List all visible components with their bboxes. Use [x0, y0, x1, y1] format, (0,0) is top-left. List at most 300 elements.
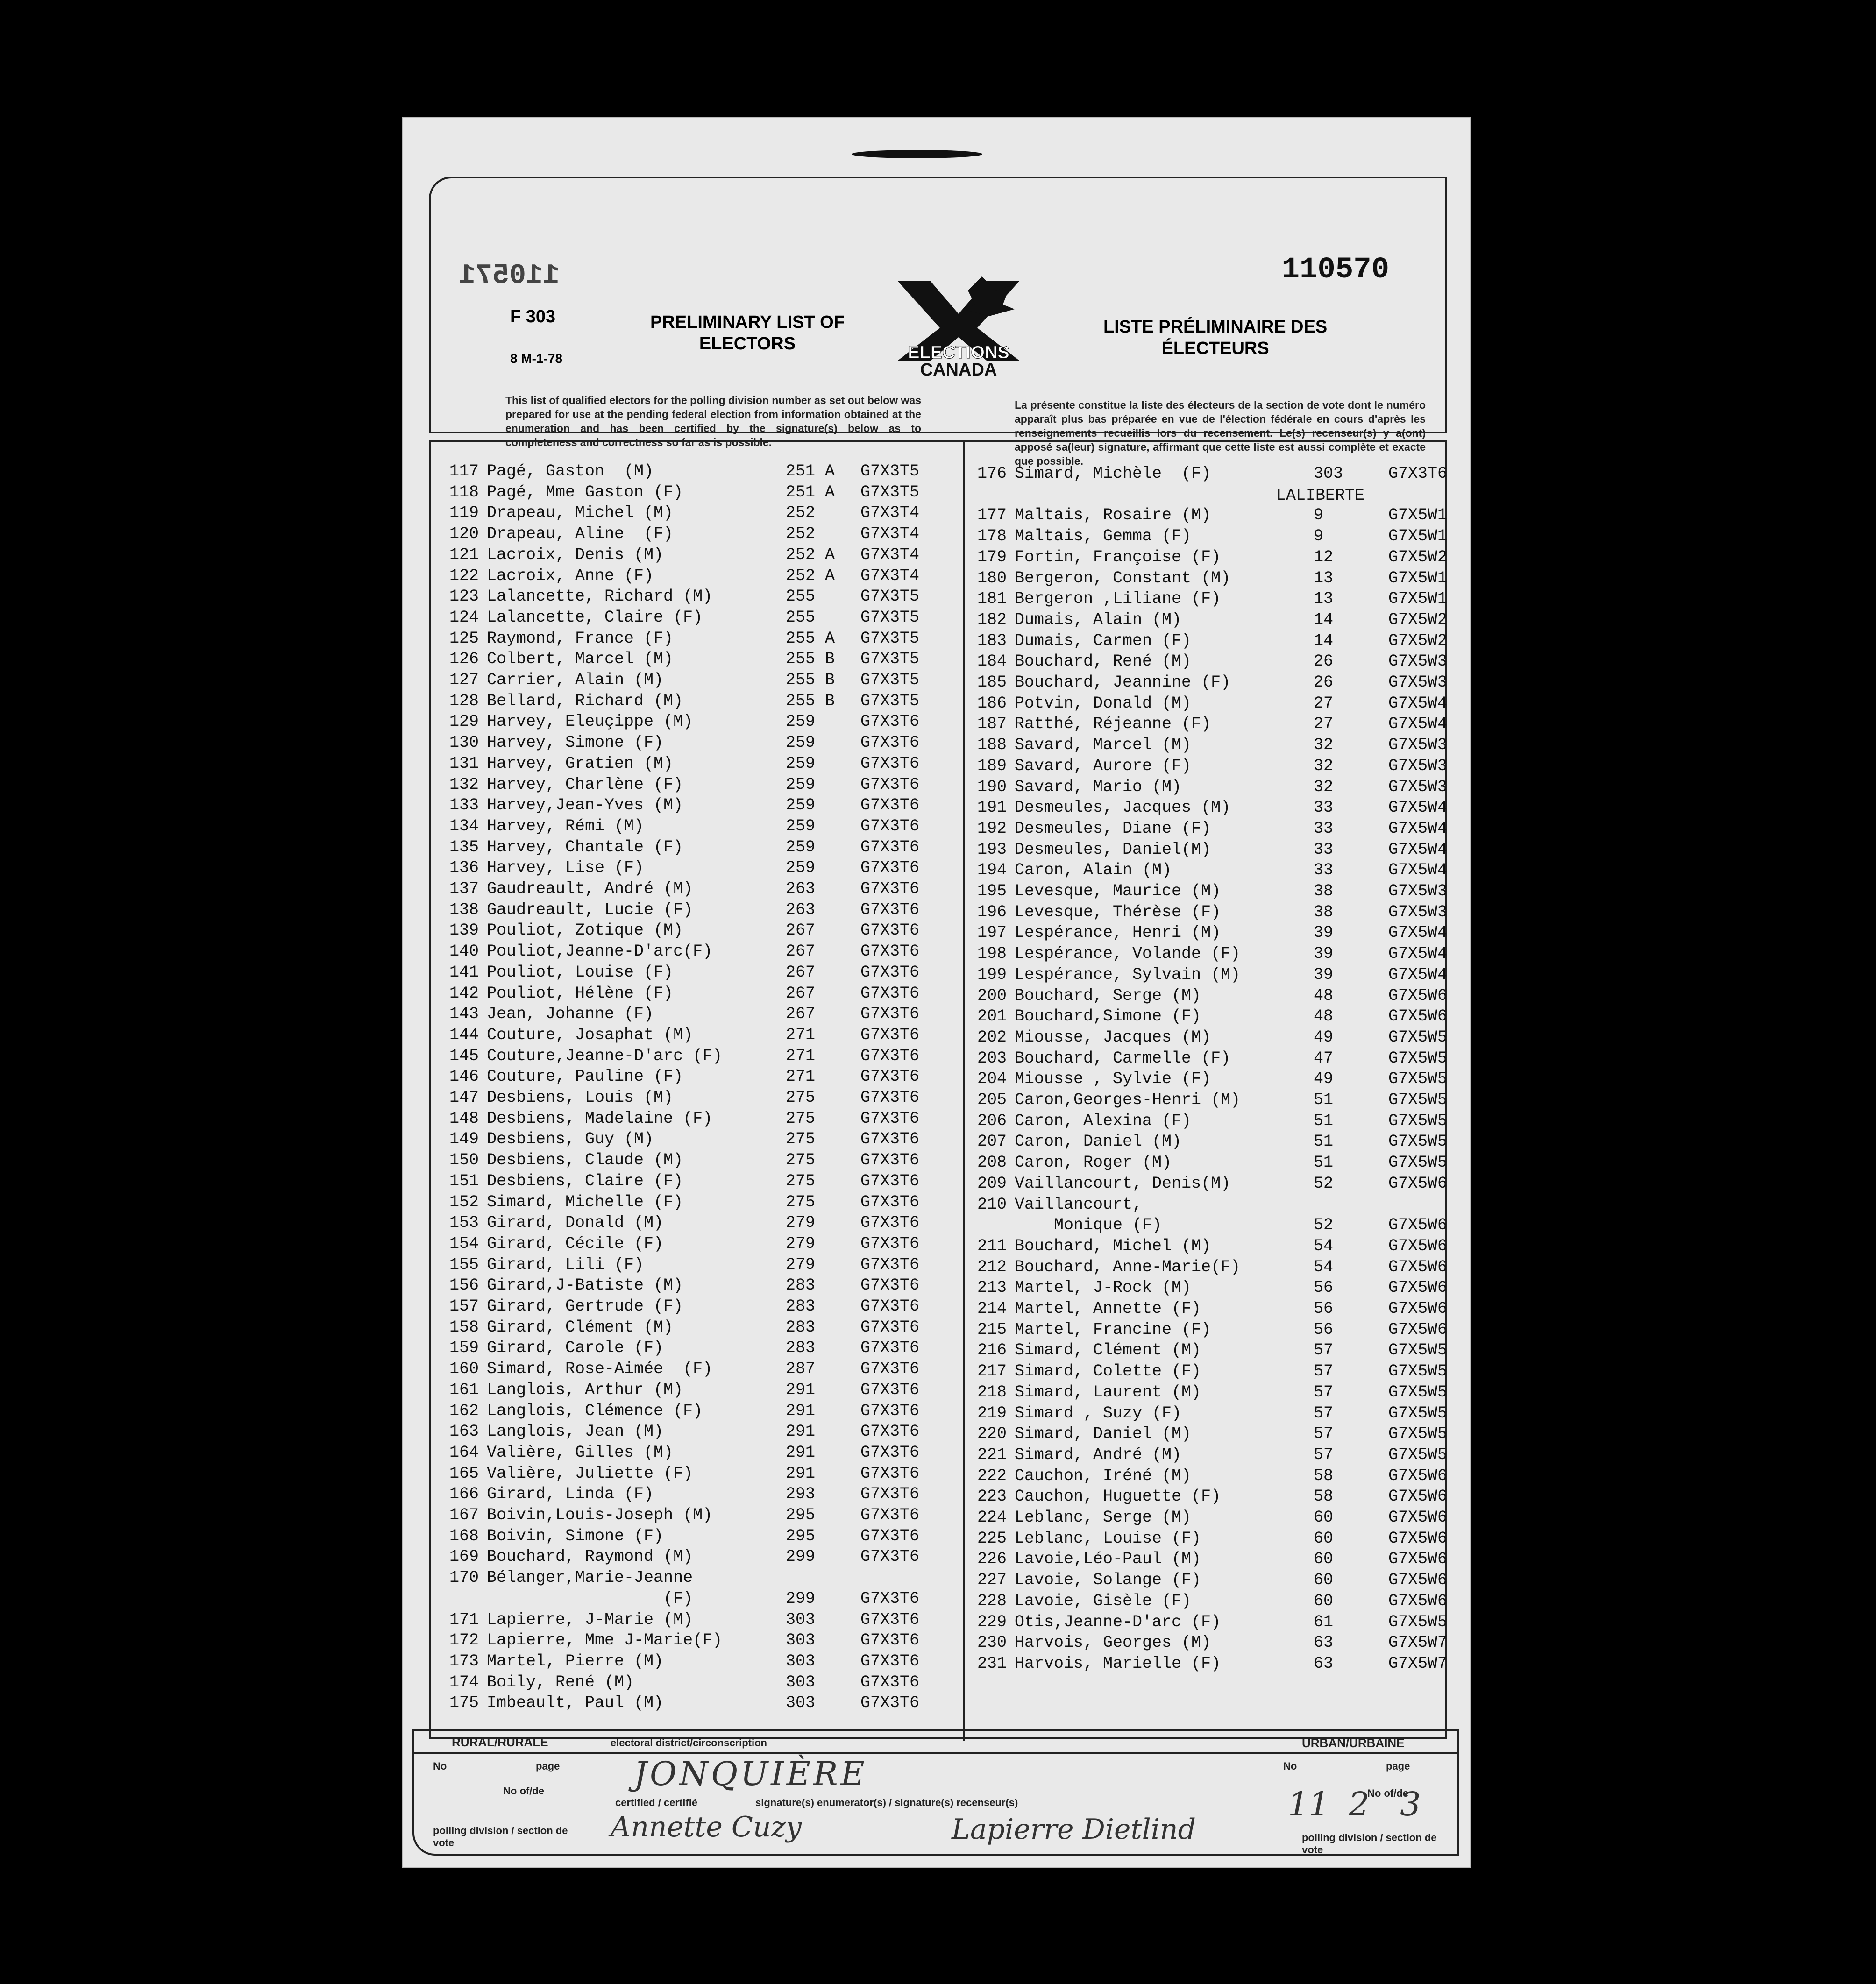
elector-name: Girard,J-Batiste (M): [487, 1276, 683, 1295]
elector-number: 142: [449, 984, 479, 1003]
postal-code: G7X3T6: [860, 733, 920, 752]
elector-name: Desbiens, Madelaine (F): [487, 1109, 713, 1128]
civic-number: 14: [1314, 610, 1334, 629]
elector-number: 143: [449, 1005, 479, 1024]
elector-name: Raymond, France (F): [487, 629, 674, 648]
postal-code: G7X3T6: [860, 1255, 920, 1274]
elector-name: (F): [487, 1589, 693, 1608]
elector-number: 205: [977, 1091, 1007, 1109]
civic-number: 60: [1314, 1591, 1334, 1610]
enumerator-signature-1: Annette Cuzy: [611, 1811, 802, 1843]
elector-name: Martel, Pierre (M): [487, 1651, 664, 1671]
elector-name: Valière, Gilles (M): [487, 1443, 674, 1462]
postal-code: G7X3T6: [860, 1464, 920, 1483]
certified-label: certified / certifié: [615, 1797, 698, 1808]
postal-code: G7X5W3: [1388, 673, 1448, 692]
elector-name: Savard, Marcel (M): [1015, 736, 1192, 755]
postal-code: G7X3T6: [860, 984, 920, 1003]
elector-number: 133: [449, 796, 479, 815]
elector-number: 145: [449, 1046, 479, 1065]
elector-name: Harvey, Gratien (M): [487, 754, 674, 773]
elector-name: Levesque, Maurice (M): [1015, 882, 1221, 900]
elector-number: 154: [449, 1234, 479, 1253]
civic-number: 12: [1314, 547, 1334, 567]
postal-code: G7X3T5: [860, 587, 920, 606]
rural-no-label: No: [433, 1760, 447, 1772]
elector-name: Lapierre, Mme J-Marie(F): [487, 1631, 723, 1650]
civic-number: 52: [1314, 1174, 1334, 1193]
civic-number: 275: [786, 1151, 816, 1170]
postal-code: G7X5W4: [1388, 840, 1448, 859]
civic-number: 255 B: [786, 650, 835, 669]
postal-code: G7X3T6: [860, 796, 920, 815]
civic-number: 57: [1314, 1445, 1334, 1464]
elector-name: Bouchard, René (M): [1015, 652, 1192, 671]
elector-number: 178: [977, 527, 1007, 546]
civic-number: 259: [786, 796, 816, 815]
postal-code: G7X3T6: [860, 1631, 920, 1650]
civic-number: 57: [1314, 1362, 1334, 1381]
postal-code: G7X3T5: [860, 608, 920, 627]
elector-number: 230: [977, 1633, 1007, 1652]
title-french: LISTE PRÉLIMINAIRE DES ÉLECTEURS: [1103, 317, 1328, 358]
street-heading: LALIBERTE: [1276, 486, 1365, 505]
elector-number: 165: [449, 1464, 479, 1483]
elector-number: 128: [449, 691, 479, 710]
postal-code: G7X3T6: [860, 1025, 920, 1044]
postal-code: G7X5W6: [1388, 1508, 1448, 1527]
elector-number: 140: [449, 942, 479, 961]
elector-number: 122: [449, 566, 479, 585]
elector-name: Cauchon, Iréné (M): [1015, 1466, 1192, 1485]
elector-name: Bouchard,Simone (F): [1015, 1007, 1201, 1026]
civic-number: 275: [786, 1192, 816, 1212]
civic-number: 32: [1314, 736, 1334, 755]
elector-number: 209: [977, 1174, 1007, 1193]
elector-name: Lavoie,Léo-Paul (M): [1015, 1550, 1201, 1569]
elector-name: Pouliot,Jeanne-D'arc(F): [487, 942, 713, 961]
elector-name: Desmeules, Jacques (M): [1015, 798, 1231, 817]
civic-number: 271: [786, 1046, 816, 1065]
civic-number: 60: [1314, 1571, 1334, 1590]
elector-number: 199: [977, 965, 1007, 984]
postal-code: G7X5W6: [1388, 1550, 1448, 1569]
civic-number: 255 A: [786, 629, 835, 648]
civic-number: 303: [786, 1631, 816, 1650]
civic-number: 283: [786, 1297, 816, 1316]
civic-number: 263: [786, 900, 816, 919]
civic-number: 54: [1314, 1236, 1334, 1255]
elector-name: Leblanc, Louise (F): [1015, 1529, 1201, 1548]
civic-number: 38: [1314, 882, 1334, 900]
intro-french: La présente constitue la liste des électeurs de la section de vote dont le numéro apparaît plus bas préparée en vue de l'élection fédérale en cours d'après les renseignements recueillis lors du recensement. Le(s) recenseur(s) y a(ont) apposé sa(leur) signature, affirmant que cette liste est aussi complète et exacte que possible.: [1015, 399, 1426, 467]
postal-code: G7X5W6: [1388, 1236, 1448, 1255]
urban-page-label: page: [1386, 1760, 1410, 1772]
civic-number: 267: [786, 984, 816, 1003]
elector-name: Dumais, Alain (M): [1015, 610, 1182, 629]
postal-code: G7X5W5: [1388, 1362, 1448, 1381]
postal-code: G7X5W6: [1388, 1320, 1448, 1339]
elector-name: Boily, René (M): [487, 1672, 634, 1692]
civic-number: 303: [786, 1693, 816, 1713]
civic-number: 33: [1314, 861, 1334, 880]
signature-label: signature(s) enumerator(s) / signature(s) recenseur(s): [755, 1797, 1018, 1808]
polling-division-label-right: polling division / section de vote: [1302, 1832, 1437, 1856]
postal-code: G7X3T6: [860, 1651, 920, 1671]
elector-number: 179: [977, 547, 1007, 567]
elector-name: Savard, Aurore (F): [1015, 756, 1192, 775]
elector-number: 167: [449, 1506, 479, 1524]
civic-number: 255: [786, 587, 816, 606]
civic-number: 26: [1314, 652, 1334, 671]
postal-code: G7X3T6: [860, 1589, 920, 1608]
postal-code: G7X3T6: [860, 1171, 920, 1190]
elector-number: 216: [977, 1341, 1007, 1360]
civic-number: 60: [1314, 1529, 1334, 1548]
civic-number: 259: [786, 775, 816, 794]
postal-code: G7X3T6: [860, 963, 920, 982]
elector-number: 139: [449, 921, 479, 940]
elector-number: 193: [977, 840, 1007, 859]
enumerator-signature-2: Lapierre Dietlind: [952, 1813, 1196, 1846]
civic-number: 259: [786, 816, 816, 836]
elector-number: 118: [449, 482, 479, 502]
civic-number: 33: [1314, 819, 1334, 838]
postal-code: G7X5W2: [1388, 547, 1448, 567]
civic-number: 275: [786, 1109, 816, 1128]
postal-code: G7X3T6: [860, 900, 920, 919]
elector-name: Pouliot, Zotique (M): [487, 921, 683, 940]
postal-code: G7X5W5: [1388, 1027, 1448, 1047]
postal-code: G7X3T6: [860, 1526, 920, 1545]
civic-number: 48: [1314, 986, 1334, 1005]
elector-name: Harvois, Marielle (F): [1015, 1654, 1221, 1673]
elector-number: 148: [449, 1109, 479, 1128]
elector-number: 166: [449, 1485, 479, 1504]
postal-code: G7X3T6: [860, 1547, 920, 1566]
civic-number: 255 B: [786, 671, 835, 689]
postal-code: G7X3T6: [860, 1213, 920, 1233]
elector-number: 171: [449, 1610, 479, 1629]
postal-code: G7X5W3: [1388, 756, 1448, 775]
civic-number: 39: [1314, 944, 1334, 964]
civic-number: 287: [786, 1360, 816, 1379]
elector-number: 121: [449, 545, 479, 564]
elector-name: Harvey, Simone (F): [487, 733, 664, 752]
elector-number: 211: [977, 1236, 1007, 1255]
elector-number: 157: [449, 1297, 479, 1316]
elector-number: 214: [977, 1299, 1007, 1318]
elector-name: Harvey, Charlène (F): [487, 775, 683, 794]
civic-number: 252: [786, 503, 816, 523]
elector-name: Bouchard, Michel (M): [1015, 1236, 1211, 1255]
elector-number: 196: [977, 902, 1007, 921]
civic-number: 283: [786, 1276, 816, 1295]
elector-number: 175: [449, 1693, 479, 1713]
elector-name: Caron, Roger (M): [1015, 1153, 1172, 1172]
elector-number: 129: [449, 712, 479, 731]
civic-number: 291: [786, 1380, 816, 1399]
elector-number: 138: [449, 900, 479, 919]
elector-name: Caron,Georges-Henri (M): [1015, 1091, 1241, 1109]
elector-name: Couture, Josaphat (M): [487, 1025, 693, 1044]
elector-name: Pagé, Mme Gaston (F): [487, 482, 683, 502]
civic-number: 252: [786, 524, 816, 544]
postal-code: G7X3T6: [860, 921, 920, 940]
civic-number: 60: [1314, 1508, 1334, 1527]
civic-number: 251 A: [786, 462, 835, 481]
elector-name: Girard, Gertrude (F): [487, 1297, 683, 1316]
elector-name: Harvey,Jean-Yves (M): [487, 796, 683, 815]
postal-code: G7X5W5: [1388, 1091, 1448, 1109]
elector-name: Drapeau, Aline (F): [487, 524, 674, 544]
postal-code: G7X5W4: [1388, 944, 1448, 964]
urban-label: URBAN/URBAINE: [1302, 1736, 1405, 1750]
civic-number: 63: [1314, 1633, 1334, 1652]
elector-number: 225: [977, 1529, 1007, 1548]
elector-name: Simard, Michèle (F): [1015, 464, 1211, 483]
elector-number: 218: [977, 1382, 1007, 1402]
postal-code: G7X5W1: [1388, 527, 1448, 546]
elector-number: 229: [977, 1612, 1007, 1631]
postal-code: G7X3T5: [860, 650, 920, 669]
elections-canada-logo: [888, 272, 1029, 379]
elector-number: 172: [449, 1631, 479, 1650]
elector-number: 180: [977, 568, 1007, 588]
civic-number: 26: [1314, 673, 1334, 692]
postal-code: G7X5W3: [1388, 777, 1448, 796]
elector-name: Lavoie, Solange (F): [1015, 1571, 1201, 1590]
civic-number: 295: [786, 1526, 816, 1545]
civic-number: 57: [1314, 1382, 1334, 1402]
civic-number: 9: [1314, 506, 1324, 525]
postal-code: G7X3T6: [860, 816, 920, 836]
civic-number: 13: [1314, 589, 1334, 609]
elector-number: 223: [977, 1487, 1007, 1506]
elector-name: Dumais, Carmen (F): [1015, 631, 1192, 650]
elector-number: 215: [977, 1320, 1007, 1339]
electors-list-sheet: [402, 117, 1471, 1868]
elector-number: 182: [977, 610, 1007, 629]
elector-name: Lalancette, Claire (F): [487, 608, 703, 627]
postal-code: G7X5W3: [1388, 902, 1448, 921]
postal-code: G7X5W6: [1388, 1529, 1448, 1548]
elector-number: 228: [977, 1591, 1007, 1610]
elector-number: 195: [977, 882, 1007, 900]
elector-name: Jean, Johanne (F): [487, 1005, 654, 1024]
elector-number: 153: [449, 1213, 479, 1233]
postal-code: G7X5W3: [1388, 882, 1448, 900]
postal-code: G7X3T6: [860, 1005, 920, 1024]
elector-number: 224: [977, 1508, 1007, 1527]
postal-code: G7X3T6: [860, 858, 920, 878]
postal-code: G7X5W4: [1388, 965, 1448, 984]
elector-name: Miousse, Jacques (M): [1015, 1027, 1211, 1047]
civic-number: 61: [1314, 1612, 1334, 1631]
civic-number: 14: [1314, 631, 1334, 650]
elector-name: Gaudreault, André (M): [487, 879, 693, 898]
postal-code: G7X3T6: [860, 1506, 920, 1524]
elector-name: Girard, Donald (M): [487, 1213, 664, 1233]
civic-number: 51: [1314, 1153, 1334, 1172]
intro-english: This list of qualified electors for the polling division number as set out below was prepared for use at the pending federal election from information obtained at the enumeration and has been certified by the signature(s) below as to completeness and correctness so far as is possible.: [505, 394, 921, 448]
elector-name: Simard, Daniel (M): [1015, 1424, 1192, 1444]
elector-number: 212: [977, 1257, 1007, 1276]
elector-number: 151: [449, 1171, 479, 1190]
civic-number: 267: [786, 942, 816, 961]
elector-number: 123: [449, 587, 479, 606]
elector-number: 159: [449, 1339, 479, 1358]
postal-code: G7X5W5: [1388, 1382, 1448, 1402]
postal-code: G7X3T6: [860, 1151, 920, 1170]
postal-code: G7X5W3: [1388, 736, 1448, 755]
elector-name: Martel, Francine (F): [1015, 1320, 1211, 1339]
elector-number: 126: [449, 650, 479, 669]
civic-number: 13: [1314, 568, 1334, 588]
postal-code: G7X5W4: [1388, 861, 1448, 880]
postal-code: G7X5W6: [1388, 1257, 1448, 1276]
elector-name: Bouchard, Jeannine (F): [1015, 673, 1231, 692]
elector-number: 194: [977, 861, 1007, 880]
civic-number: 291: [786, 1464, 816, 1483]
civic-number: 283: [786, 1318, 816, 1337]
civic-number: 58: [1314, 1466, 1334, 1485]
civic-number: 299: [786, 1589, 816, 1608]
elector-name: Simard, Laurent (M): [1015, 1382, 1201, 1402]
elector-name: Bergeron, Constant (M): [1015, 568, 1231, 588]
elector-name: Maltais, Gemma (F): [1015, 527, 1192, 546]
postal-code: G7X5W5: [1388, 1111, 1448, 1130]
civic-number: 57: [1314, 1424, 1334, 1444]
postal-code: G7X3T6: [860, 1067, 920, 1086]
postal-code: G7X3T5: [860, 462, 920, 481]
elector-name: Drapeau, Michel (M): [487, 503, 674, 523]
elector-number: 162: [449, 1401, 479, 1420]
civic-number: 27: [1314, 694, 1334, 713]
postal-code: G7X5W7: [1388, 1654, 1448, 1673]
civic-number: 259: [786, 733, 816, 752]
elector-name: Simard, Michelle (F): [487, 1192, 683, 1212]
page-number: 2: [1349, 1785, 1370, 1823]
elector-number: 137: [449, 879, 479, 898]
civic-number: 271: [786, 1067, 816, 1086]
document-number-mirrored: 110571: [459, 260, 560, 292]
civic-number: 58: [1314, 1487, 1334, 1506]
civic-number: 54: [1314, 1257, 1334, 1276]
postal-code: G7X5W6: [1388, 1571, 1448, 1590]
elector-name: Langlois, Clémence (F): [487, 1401, 703, 1420]
electors-list: [429, 440, 1447, 1739]
postal-code: G7X3T5: [860, 629, 920, 648]
rural-no-of-label: No of/de: [503, 1785, 544, 1797]
postal-code: G7X5W4: [1388, 694, 1448, 713]
postal-code: G7X5W5: [1388, 1153, 1448, 1172]
civic-number: 267: [786, 1005, 816, 1024]
postal-code: G7X3T6: [860, 775, 920, 794]
elector-name: Girard, Cécile (F): [487, 1234, 664, 1253]
civic-number: 267: [786, 921, 816, 940]
page-total: 3: [1400, 1785, 1421, 1823]
elector-number: 170: [449, 1568, 479, 1587]
civic-number: 49: [1314, 1070, 1334, 1089]
elector-name: Couture, Pauline (F): [487, 1067, 683, 1086]
postal-code: G7X5W6: [1388, 1007, 1448, 1026]
elector-name: Vaillancourt,: [1015, 1195, 1143, 1214]
postal-code: G7X5W2: [1388, 610, 1448, 629]
elector-number: 187: [977, 715, 1007, 734]
postal-code: G7X3T6: [860, 1109, 920, 1128]
elector-name: Desbiens, Claude (M): [487, 1151, 683, 1170]
postal-code: G7X3T6: [860, 1401, 920, 1420]
postal-code: G7X3T5: [860, 691, 920, 710]
civic-number: 275: [786, 1088, 816, 1107]
elector-name: Lespérance, Henri (M): [1015, 923, 1221, 942]
elector-number: 204: [977, 1070, 1007, 1089]
civic-number: 271: [786, 1025, 816, 1044]
elector-name: Cauchon, Huguette (F): [1015, 1487, 1221, 1506]
elector-number: 132: [449, 775, 479, 794]
postal-code: G7X3T6: [860, 1380, 920, 1399]
civic-number: 56: [1314, 1278, 1334, 1297]
district-handwritten: JONQUIÈRE: [634, 1755, 867, 1793]
civic-number: 60: [1314, 1550, 1334, 1569]
form-date: 8 M-1-78: [510, 351, 563, 366]
svg-text:CANADA: CANADA: [920, 360, 997, 379]
elector-name: Harvey, Lise (F): [487, 858, 644, 878]
elector-number: 183: [977, 631, 1007, 650]
elector-name: Couture,Jeanne-D'arc (F): [487, 1046, 723, 1065]
postal-code: G7X5W5: [1388, 1403, 1448, 1423]
elector-name: Simard , Suzy (F): [1015, 1403, 1182, 1423]
civic-number: 299: [786, 1547, 816, 1566]
civic-number: 259: [786, 712, 816, 731]
elector-number: 181: [977, 589, 1007, 609]
postal-code: G7X3T6: [860, 1088, 920, 1107]
postal-code: G7X3T6: [860, 942, 920, 961]
elector-name: Colbert, Marcel (M): [487, 650, 674, 669]
postal-code: G7X5W2: [1388, 631, 1448, 650]
elector-name: Lespérance, Volande (F): [1015, 944, 1241, 964]
civic-number: 259: [786, 858, 816, 878]
elector-number: 227: [977, 1571, 1007, 1590]
elector-name: Valière, Juliette (F): [487, 1464, 693, 1483]
civic-number: 255 B: [786, 691, 835, 710]
elector-name: Bouchard, Raymond (M): [487, 1547, 693, 1566]
elector-number: 168: [449, 1526, 479, 1545]
civic-number: 48: [1314, 1007, 1334, 1026]
elector-name: Bouchard, Serge (M): [1015, 986, 1201, 1005]
elector-name: Caron, Alexina (F): [1015, 1111, 1192, 1130]
elector-number: 161: [449, 1380, 479, 1399]
elector-name: Monique (F): [1015, 1216, 1162, 1235]
postal-code: G7X5W5: [1388, 1132, 1448, 1151]
elector-name: Bellard, Richard (M): [487, 691, 683, 710]
civic-number: 56: [1314, 1320, 1334, 1339]
civic-number: 51: [1314, 1091, 1334, 1109]
form-code: F 303: [510, 307, 556, 326]
postal-code: G7X5W5: [1388, 1341, 1448, 1360]
elector-name: Bouchard, Carmelle (F): [1015, 1049, 1231, 1068]
elector-name: Lapierre, J-Marie (M): [487, 1610, 693, 1629]
civic-number: 303: [786, 1651, 816, 1671]
elector-number: 202: [977, 1027, 1007, 1047]
civic-number: 291: [786, 1401, 816, 1420]
elector-name: Pagé, Gaston (M): [487, 462, 654, 481]
elector-number: 174: [449, 1672, 479, 1692]
elector-name: Langlois, Arthur (M): [487, 1380, 683, 1399]
column-divider: [963, 442, 965, 1741]
postal-code: G7X5W6: [1388, 1299, 1448, 1318]
